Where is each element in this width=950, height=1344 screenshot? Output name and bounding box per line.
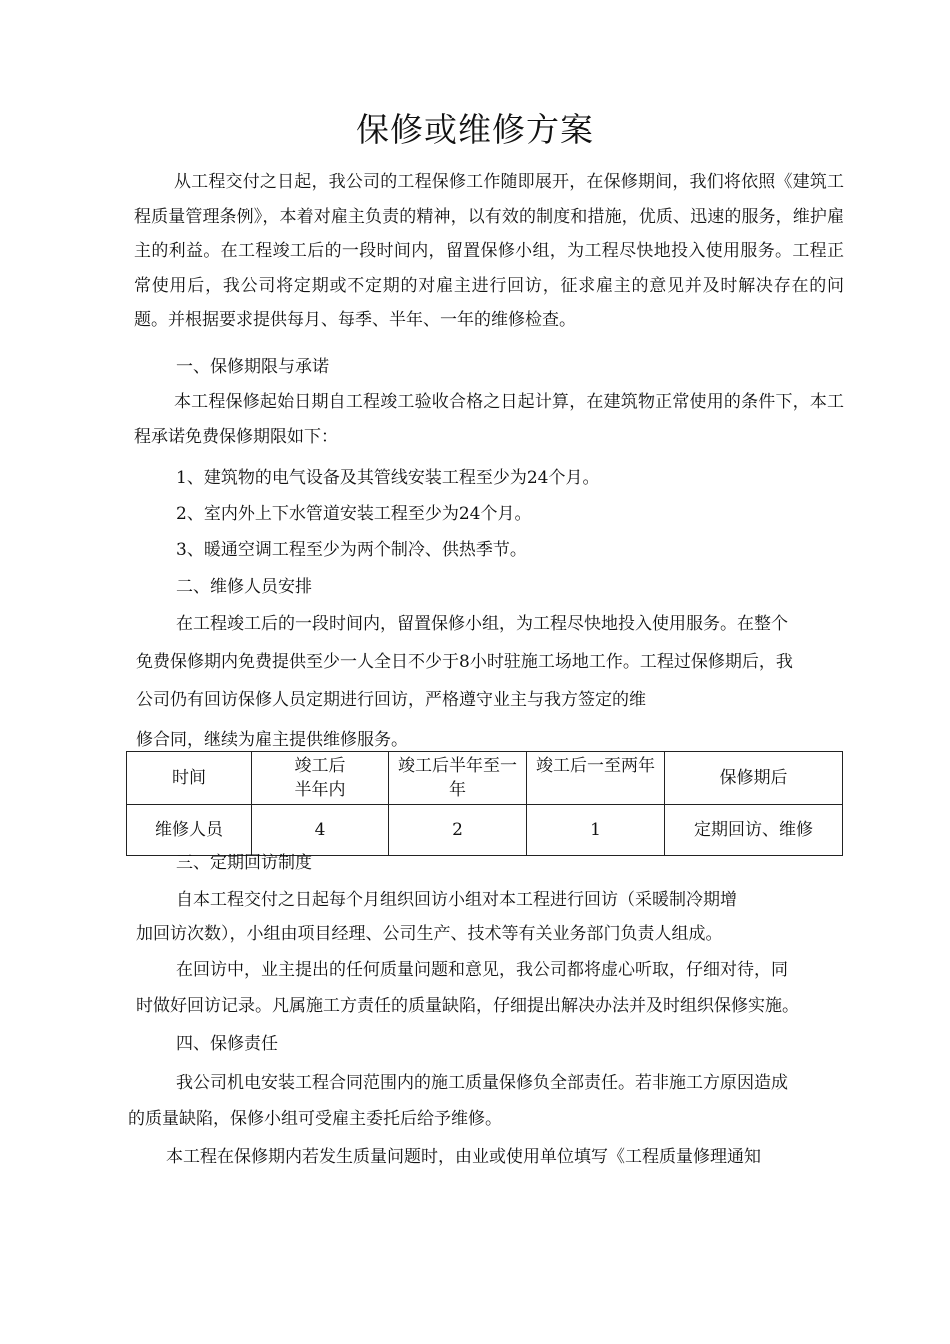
- section2-paragraph-line: 在工程竣工后的一段时间内，留置保修小组，为工程尽快地投入使用服务。在整个: [176, 614, 788, 634]
- table-header-row: [127, 752, 843, 805]
- table-cell: 1: [527, 805, 665, 856]
- section3-paragraph-line: 时做好回访记录。凡属施工方责任的质量缺陷，仔细提出解决办法并及时组织保修实施。: [136, 996, 799, 1016]
- table-header-cell: 保修期后: [665, 752, 843, 805]
- list-item: 3、暖通空调工程至少为两个制冷、供热季节。: [176, 540, 527, 560]
- table-header-cell: 时间: [127, 752, 252, 805]
- table-header-cell: 竣工后 半年内: [252, 752, 389, 805]
- section4-paragraph-line: 我公司机电安装工程合同范围内的施工质量保修负全部责任。若非施工方原因造成: [176, 1073, 788, 1093]
- table-cell: 维修人员: [127, 805, 252, 856]
- section1-heading: 一、保修期限与承诺: [176, 357, 329, 377]
- intro-paragraph: 从工程交付之日起，我公司的工程保修工作随即展开，在保修期间，我们将依照《建筑工程质量管理条例》，本着对雇主负责的精神，以有效的制度和措施，优质、迅速的服务，维护雇主的利益。在工程竣工后的一段时间内，留置保修小组，为工程尽快地投入使用服务。工程正常使用后，我公司将定期或不定期的对雇主进行回访，征求雇主的意见并及时解决存在的问题。并根据要求提供每月、每季、半年、一年的维修检查。: [134, 172, 844, 330]
- table-cell: 4: [252, 805, 389, 856]
- table-header-cell: 竣工后一至两年: [527, 752, 665, 805]
- section2-paragraph-line: 免费保修期内免费提供至少一人全日不少于8小时驻施工场地工作。工程过保修期后，我: [136, 652, 793, 672]
- section3-heading: 三、定期回访制度: [176, 853, 312, 873]
- list-item: 2、室内外上下水管道安装工程至少为24个月。: [176, 504, 532, 524]
- section3-paragraph-line: 自本工程交付之日起每个月组织回访小组对本工程进行回访（采暖制冷期增: [176, 890, 737, 910]
- section4-paragraph-line: 的质量缺陷，保修小组可受雇主委托后给予维修。: [128, 1109, 502, 1129]
- section2-heading: 二、维修人员安排: [176, 577, 312, 597]
- section3-paragraph-line: 在回访中，业主提出的任何质量问题和意见，我公司都将虚心听取，仔细对待，同: [176, 960, 788, 980]
- section4-heading: 四、保修责任: [176, 1034, 278, 1054]
- maintenance-staff-table: [126, 751, 843, 856]
- section1-paragraph: 本工程保修起始日期自工程竣工验收合格之日起计算，在建筑物正常使用的条件下，本工程承诺免费保修期限如下：: [134, 392, 844, 447]
- document-title: 保修或维修方案: [356, 110, 594, 149]
- table-cell: 定期回访、维修: [665, 805, 843, 856]
- table-header-cell: 竣工后半年至一 年: [389, 752, 527, 805]
- list-item: 1、建筑物的电气设备及其管线安装工程至少为24个月。: [176, 468, 600, 488]
- table-cell: 2: [389, 805, 527, 856]
- section2-paragraph-line: 修合同，继续为雇主提供维修服务。: [136, 730, 408, 750]
- section3-paragraph-line: 加回访次数），小组由项目经理、公司生产、技术等有关业务部门负责人组成。: [136, 924, 723, 944]
- section4-paragraph-line: 本工程在保修期内若发生质量问题时，由业或使用单位填写《工程质量修理通知: [166, 1147, 761, 1167]
- section2-paragraph-line: 公司仍有回访保修人员定期进行回访，严格遵守业主与我方签定的维: [136, 690, 646, 710]
